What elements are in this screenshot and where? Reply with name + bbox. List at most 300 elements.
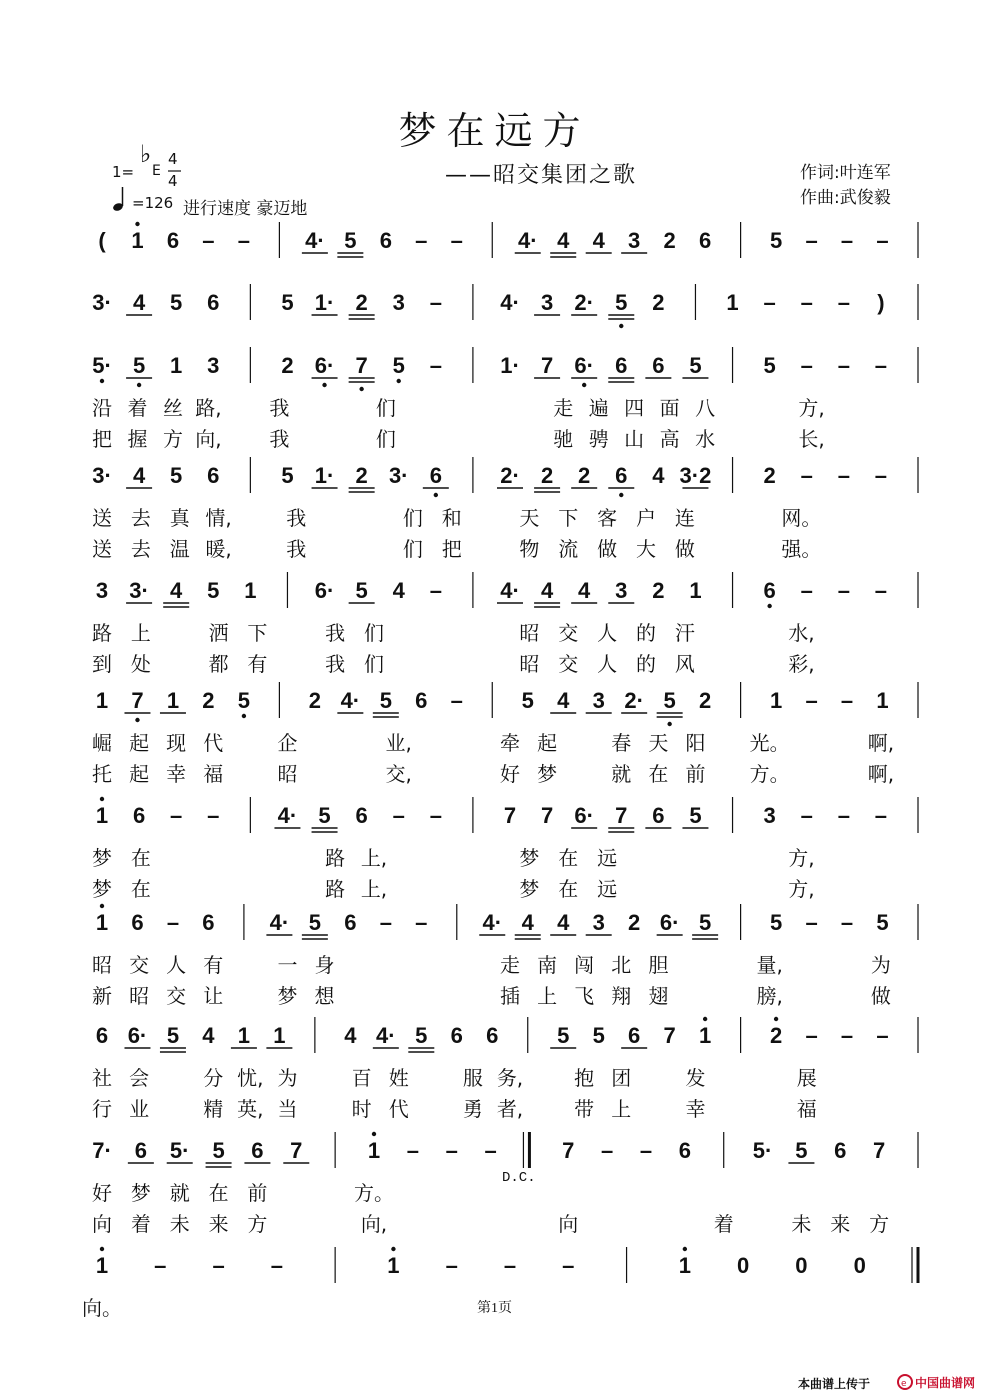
lyric-character: 们	[364, 652, 384, 676]
note: 1	[131, 228, 144, 253]
note: 6	[834, 1138, 847, 1163]
lyric-character: 向	[558, 1212, 579, 1236]
note: )	[877, 290, 885, 315]
octave-dot-low	[100, 379, 104, 383]
note: –	[484, 1138, 497, 1163]
note: 5	[521, 688, 534, 713]
lyric-character: 交	[558, 621, 579, 645]
note: 1	[726, 290, 739, 315]
lyric-character: 在	[648, 762, 669, 786]
note: 0	[853, 1253, 866, 1278]
svg-text:e: e	[901, 1379, 907, 1389]
note: –	[212, 1253, 225, 1278]
note: 7	[663, 1023, 676, 1048]
note: 6	[615, 353, 628, 378]
note: 6	[355, 803, 368, 828]
note: –	[562, 1253, 575, 1278]
lyric-character: 面	[659, 396, 680, 420]
lyric-character: 在	[558, 846, 579, 870]
lyric-character: 骋	[588, 427, 609, 451]
lyric-character: 方。	[749, 762, 790, 786]
note: 6·	[574, 803, 594, 828]
lyric-character: 务,	[496, 1066, 524, 1090]
note: –	[450, 688, 463, 713]
note: 1	[387, 1253, 400, 1278]
note: 1	[166, 688, 180, 713]
note: –	[805, 1023, 818, 1048]
lyric-character: 上,	[360, 877, 388, 901]
lyric-character: 来	[208, 1212, 229, 1236]
note: 6	[131, 910, 144, 935]
note: 7·	[92, 1138, 112, 1163]
octave-dot-high	[774, 1017, 778, 1021]
lyric-character: 都	[208, 652, 229, 676]
lyric-character: 有	[203, 953, 224, 977]
note: 6	[415, 688, 428, 713]
lyric-character: 天	[648, 731, 669, 755]
note: 1	[95, 1253, 109, 1278]
note: –	[639, 1138, 653, 1163]
lyric-character: 们	[402, 537, 423, 561]
note: –	[415, 228, 428, 253]
note: 3	[95, 578, 109, 603]
lyric-character: 人	[597, 652, 618, 676]
note: 4	[202, 1023, 215, 1048]
note: 3	[592, 688, 605, 713]
octave-dot-low	[322, 383, 326, 387]
lyric-character: 新	[92, 984, 112, 1008]
lyric-character: 把	[92, 427, 112, 451]
page-number: 第1页	[477, 1301, 512, 1316]
note: –	[874, 578, 888, 603]
lyric-character: 交,	[385, 762, 412, 786]
lyric-character: 路	[92, 621, 112, 645]
note: 5	[379, 688, 392, 713]
octave-dot-low	[359, 387, 363, 391]
note: 4·	[376, 1023, 396, 1048]
note: 6·	[127, 1023, 148, 1048]
note: 5	[415, 1023, 428, 1048]
note: 5	[170, 463, 183, 488]
lyric-character: 昭	[277, 762, 298, 786]
lyric-character: 姓	[388, 1066, 409, 1090]
note: 6	[652, 803, 665, 828]
note: 7	[615, 803, 628, 828]
lyric-character: 下	[558, 506, 579, 530]
lyric-character: 走	[553, 396, 574, 420]
note: 6	[134, 1138, 147, 1163]
note: 5	[763, 353, 776, 378]
lyric-character: 就	[611, 762, 632, 786]
lyric-character: 我	[286, 506, 307, 530]
lyric-character: 我	[269, 427, 290, 451]
note: 5	[355, 578, 368, 603]
note: 7	[540, 803, 554, 828]
note: 2	[578, 463, 591, 488]
lyric-character: 方。	[354, 1181, 394, 1205]
lyric-character: 处	[130, 652, 151, 676]
lyric-character: 方,	[788, 846, 815, 870]
note: 3	[207, 353, 220, 378]
lyric-character: 情,	[205, 506, 232, 530]
note: 1	[876, 688, 889, 713]
lyric-character: 梦	[519, 846, 540, 870]
song-subtitle: ——昭交集团之歌	[445, 163, 638, 188]
lyric-character: 驰	[553, 427, 574, 451]
lyric-character: 着	[130, 1212, 151, 1236]
lyric-character: 有	[247, 652, 268, 676]
lyric-character: 汗	[674, 621, 695, 645]
lyric-character: 流	[558, 537, 579, 561]
lyric-character: 上	[611, 1097, 632, 1121]
composer-credit: 作曲:武俊毅	[800, 188, 891, 208]
lyric-character: 们	[375, 396, 396, 420]
note: –	[601, 1138, 614, 1163]
note: 7	[562, 1138, 575, 1163]
lyric-character: 做	[597, 537, 618, 561]
note: 1	[244, 578, 257, 603]
note: 5	[769, 910, 783, 935]
upload-note: 本曲谱上传于	[798, 1377, 871, 1391]
note: 2·	[574, 290, 594, 315]
lyric-character: 我	[325, 652, 346, 676]
lyric-character: 四	[624, 396, 645, 420]
note: 6	[344, 910, 357, 935]
lyric-character: 方	[247, 1212, 268, 1236]
note: –	[876, 1023, 889, 1048]
note: 4	[557, 688, 570, 713]
note: 3	[763, 803, 776, 828]
note: 5	[689, 803, 702, 828]
lyric-character: 梦	[537, 762, 558, 786]
lyric-character: 路	[325, 877, 346, 901]
lyric-character: 啊,	[867, 762, 895, 786]
lyric-character: 崛	[92, 731, 112, 755]
note: 3·	[92, 463, 112, 488]
note: 6	[132, 803, 146, 828]
note: 2	[540, 463, 554, 488]
lyric-character: 路,	[195, 396, 222, 420]
lyric-character: 前	[247, 1181, 268, 1205]
lyric-character: 光。	[749, 731, 790, 755]
note: –	[805, 688, 818, 713]
lyric-character: 业,	[385, 731, 412, 755]
octave-dot-low	[434, 493, 438, 497]
note: 6	[652, 353, 665, 378]
lyric-character: 起	[129, 762, 150, 786]
lyric-character: 方,	[798, 396, 825, 420]
note: 4	[592, 228, 605, 253]
lyric-character: 在	[130, 846, 151, 870]
lyric-character: 南	[537, 953, 558, 977]
note: 4	[132, 290, 146, 315]
note: –	[874, 803, 888, 828]
lyric-character: 沿	[92, 396, 112, 420]
note: 2	[355, 290, 368, 315]
lyric-character: 分	[203, 1066, 224, 1090]
note: 5	[170, 290, 183, 315]
lyric-character: 托	[92, 762, 112, 786]
note: –	[392, 803, 405, 828]
lyric-character: 客	[597, 506, 618, 530]
octave-dot-low	[619, 493, 623, 497]
note: 2	[628, 910, 641, 935]
lyric-character: 交	[129, 953, 150, 977]
flat-sign: ♭	[140, 140, 152, 168]
note: –	[429, 578, 442, 603]
lyric-character: 天	[519, 506, 540, 530]
lyric-character: 向	[92, 1212, 112, 1236]
note: 3	[540, 290, 554, 315]
note: 6	[207, 290, 220, 315]
lyric-character: 幸	[685, 1097, 706, 1121]
lyric-character: 精	[203, 1097, 224, 1121]
lyric-character: 送	[92, 537, 112, 561]
note: 4	[132, 463, 146, 488]
note: 1	[367, 1138, 381, 1163]
note: 1	[273, 1023, 286, 1048]
note: 2	[652, 290, 665, 315]
lyric-character: 八	[695, 396, 716, 420]
note: –	[800, 578, 813, 603]
note: 4	[344, 1023, 357, 1048]
note: 2	[663, 228, 676, 253]
lyric-character: 未	[169, 1212, 190, 1236]
note: 6	[95, 1023, 109, 1048]
lyric-character: 好	[92, 1181, 112, 1205]
note: 5	[212, 1138, 225, 1163]
lyric-character: 的	[636, 621, 656, 645]
lyric-character: 长,	[798, 427, 825, 451]
note: 5	[699, 910, 712, 935]
note: 3	[615, 578, 628, 603]
lyric-character: 方,	[788, 877, 815, 901]
lyric-character: 英,	[237, 1097, 264, 1121]
lyric-character: 北	[611, 953, 632, 977]
lyric-character: 为	[277, 1066, 298, 1090]
note: 1	[95, 803, 109, 828]
note: 3·	[129, 578, 149, 603]
note: 7	[873, 1138, 886, 1163]
note: 4	[521, 910, 534, 935]
key-letter: E	[152, 163, 161, 179]
lyric-character: 胆	[648, 953, 669, 977]
note: –	[837, 803, 850, 828]
note: 6	[251, 1138, 264, 1163]
note: 1	[237, 1023, 251, 1048]
lyric-character: 幸	[166, 762, 187, 786]
note: –	[237, 228, 251, 253]
lyric-character: 去	[130, 506, 151, 530]
tempo-bpm: =126	[132, 194, 174, 212]
note: –	[837, 463, 850, 488]
lyric-character: 方	[162, 427, 183, 451]
lyric-character: 温	[169, 537, 190, 561]
note: 6·	[574, 353, 594, 378]
note: 3	[392, 290, 405, 315]
note: –	[170, 803, 183, 828]
octave-dot-high	[703, 1017, 707, 1021]
lyric-character: 向。	[82, 1296, 122, 1320]
note: 2·	[500, 463, 520, 488]
lyric-character: 想	[314, 984, 335, 1008]
note: –	[840, 1023, 854, 1048]
note: –	[406, 1138, 419, 1163]
note: 1	[95, 910, 109, 935]
note: 2	[763, 463, 776, 488]
octave-dot-high	[100, 904, 104, 908]
note: 2	[769, 1023, 783, 1048]
lyric-character: 发	[685, 1066, 706, 1090]
lyric-character: 代	[388, 1097, 409, 1121]
lyric-character: 向,	[195, 427, 222, 451]
lyric-character: 在	[208, 1181, 229, 1205]
note: 1·	[500, 353, 520, 378]
lyric-character: 远	[597, 846, 618, 870]
lyric-character: 交	[558, 652, 579, 676]
note: –	[800, 463, 813, 488]
lyric-character: 啊,	[867, 731, 895, 755]
note: –	[270, 1253, 283, 1278]
note: 5	[207, 578, 220, 603]
site-logo-text: 中国曲谱网	[915, 1376, 976, 1390]
note: 6	[486, 1023, 499, 1048]
note: 5	[769, 228, 783, 253]
lyric-character: 梦	[92, 846, 112, 870]
lyric-character: 着	[713, 1212, 734, 1236]
note: –	[207, 803, 220, 828]
note: (	[98, 228, 106, 253]
note: 6	[166, 228, 180, 253]
note: –	[154, 1253, 167, 1278]
octave-dot-high	[391, 1247, 395, 1251]
note: –	[837, 353, 850, 378]
time-signature-top: 4	[168, 150, 178, 168]
lyric-character: 就	[169, 1181, 190, 1205]
site-logo[interactable]	[897, 1373, 985, 1391]
note: 2	[652, 578, 665, 603]
note: 5	[876, 910, 889, 935]
lyric-character: 牵	[500, 731, 520, 755]
lyric-character: 为	[870, 953, 891, 977]
octave-dot-low	[582, 383, 586, 387]
note: 4·	[500, 290, 520, 315]
note: –	[379, 910, 392, 935]
octave-dot-low	[242, 714, 246, 718]
note: –	[450, 228, 463, 253]
lyric-character: 向,	[360, 1212, 388, 1236]
lyric-character: 强。	[781, 537, 822, 561]
note: 5	[237, 688, 251, 713]
lyric-character: 让	[203, 984, 224, 1008]
note: 6·	[314, 353, 335, 378]
note: 5	[392, 353, 405, 378]
note: 5	[281, 463, 294, 488]
lyric-character: 企	[277, 731, 298, 755]
note: –	[202, 228, 215, 253]
note: 6	[207, 463, 220, 488]
lyric-character: 量,	[756, 953, 783, 977]
lyric-character: 的	[636, 652, 656, 676]
note: 4·	[500, 578, 520, 603]
octave-dot-high	[135, 222, 139, 226]
lyric-character: 身	[314, 953, 335, 977]
note: 5	[166, 1023, 180, 1048]
lyric-character: 真	[169, 506, 190, 530]
note: 6	[678, 1138, 691, 1163]
note: 4·	[305, 228, 325, 253]
octave-dot-low	[397, 379, 401, 383]
note: –	[800, 803, 813, 828]
note: 4·	[517, 228, 538, 253]
lyric-character: 昭	[519, 652, 540, 676]
lyric-character: 时	[351, 1097, 372, 1121]
lyric-character: 春	[611, 731, 632, 755]
lyric-character: 方	[869, 1212, 890, 1236]
note: 5	[795, 1138, 808, 1163]
lyric-character: 我	[325, 621, 346, 645]
lyric-character: 翅	[648, 984, 669, 1008]
octave-dot-high	[100, 797, 104, 801]
lyric-character: 忧,	[237, 1066, 264, 1090]
lyric-character: 社	[92, 1066, 112, 1090]
note: 6	[699, 228, 712, 253]
note: –	[837, 578, 850, 603]
note: 2	[202, 688, 215, 713]
lyric-character: 遍	[588, 396, 609, 420]
note: –	[763, 290, 776, 315]
note: 5	[615, 290, 628, 315]
lyric-character: 山	[624, 427, 645, 451]
note: –	[429, 803, 442, 828]
note: 1·	[314, 463, 335, 488]
lyric-character: 高	[659, 427, 680, 451]
note: 2	[699, 688, 712, 713]
lyric-character: 一	[277, 953, 298, 977]
lyric-character: 梦	[130, 1181, 151, 1205]
lyric-character: 送	[92, 506, 112, 530]
note: –	[840, 910, 854, 935]
octave-dot-low	[135, 718, 139, 722]
lyric-character: 远	[597, 877, 618, 901]
lyric-character: 展	[796, 1066, 817, 1090]
note: 6	[379, 228, 392, 253]
song-title: 梦在远方	[398, 109, 591, 153]
lyric-character: 梦	[277, 984, 298, 1008]
note: 6	[450, 1023, 463, 1048]
lyric-character: 服	[462, 1066, 483, 1090]
note: 4	[578, 578, 591, 603]
note: –	[837, 290, 850, 315]
lyric-character: 上	[130, 621, 151, 645]
lyric-character: 福	[203, 762, 224, 786]
note: –	[840, 228, 854, 253]
lyric-character: 网。	[781, 506, 822, 530]
note: 6	[429, 463, 442, 488]
lyric-character: 们	[402, 506, 423, 530]
note: 2	[281, 353, 294, 378]
lyric-character: 起	[537, 731, 558, 755]
note: 5	[344, 228, 357, 253]
note: 5	[557, 1023, 570, 1048]
lyric-character: 暖,	[205, 537, 232, 561]
lyric-character: 勇	[462, 1097, 483, 1121]
lyric-character: 翔	[611, 984, 632, 1008]
note: 1·	[314, 290, 335, 315]
lyric-character: 昭	[129, 984, 150, 1008]
lyric-character: 飞	[574, 984, 595, 1008]
lyric-character: 插	[500, 984, 520, 1008]
